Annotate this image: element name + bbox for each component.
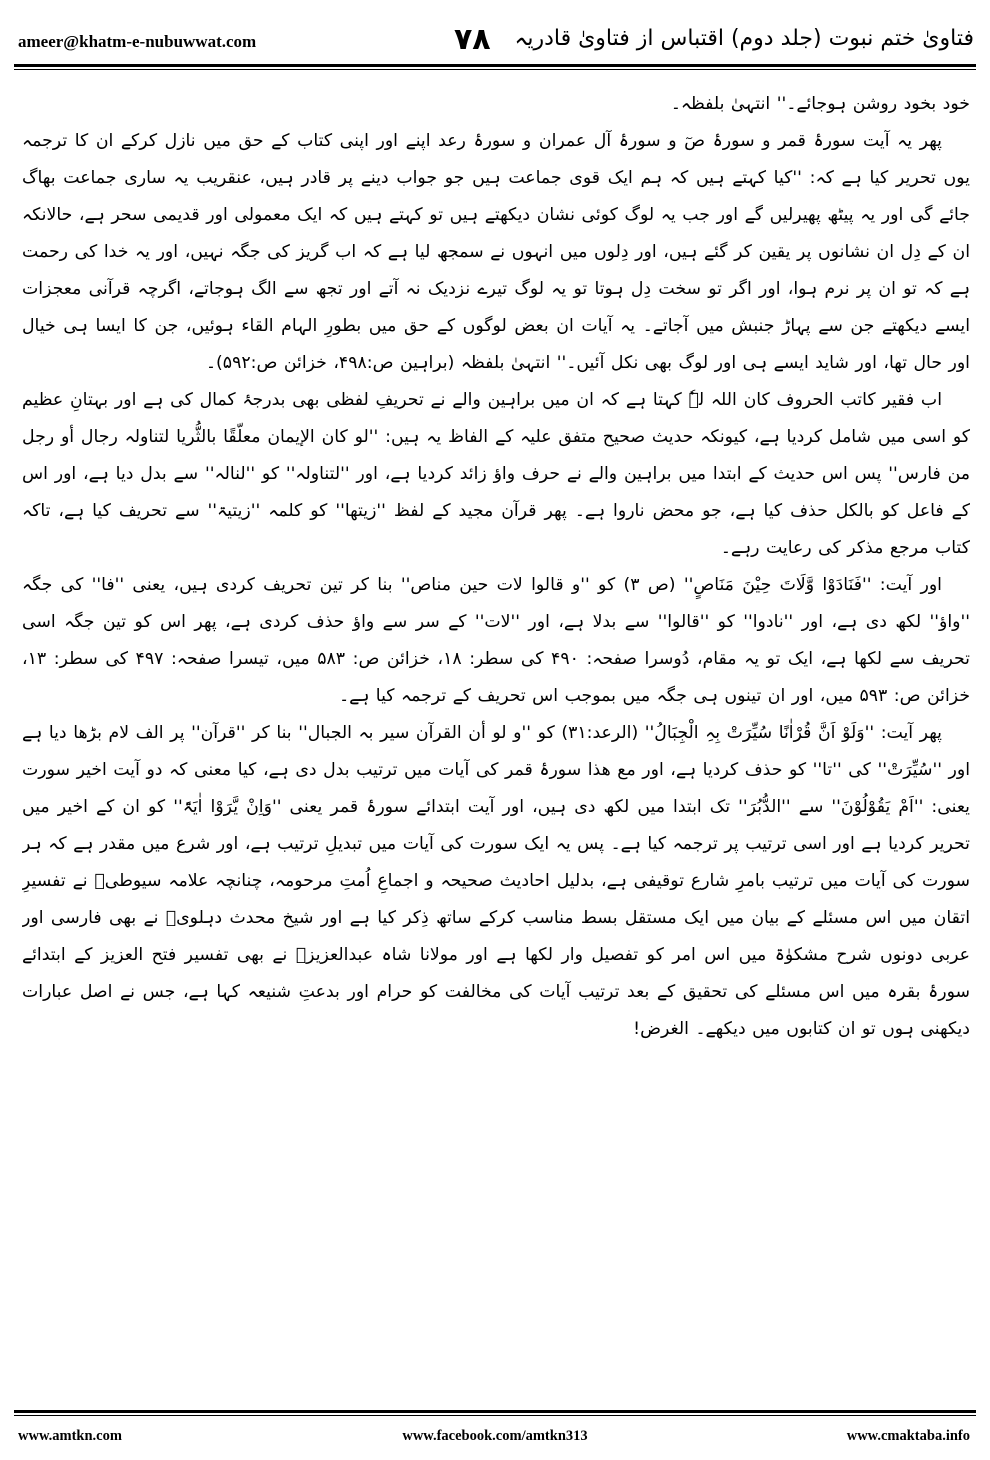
paragraph-4: اور آیت: ''فَنَادَوْا وَّلَاتَ حِیْنَ مَنَاصٍ'' (ص ۳) کو ''و قالوا لات حین مناص'' بنا کر تین تحریف کردی ہیں، یعنی ''فا'' کی جگہ ''واؤ'' لکھ دی ہے، اور ''نادوا'' کو ''قالوا'' سے بدلا ہے، اور ''لات'' کے سر سے واؤ حذف کردی ہے، پھر اس کو تین جگہ اسی تحریف سے لکھا ہے، ایک تو یہ مقام، دُوسرا صفحہ: ۴۹۰ کی سطر: ۱۸، خزائن ص: ۵۸۳ میں، تیسرا صفحہ: ۴۹۷ کی سطر: ۱۳، خزائن ص: ۵۹۳ میں، اور ان تینوں ہی جگہ میں بموجب اس تحریف کے ترجمہ کیا ہے۔ [22, 575, 970, 706]
page-number: ۷۸ [454, 22, 491, 57]
page-body [22, 86, 970, 1398]
header-rule-thin [14, 69, 976, 70]
footer-link-amtkn[interactable]: www.amtkn.com [18, 1428, 122, 1444]
header-rule-thick [14, 64, 976, 67]
footer-link-cmaktaba[interactable]: www.cmaktaba.info [846, 1428, 970, 1444]
book-title: فتاویٰ ختم نبوت (جلد دوم) اقتباس از فتاویٰ قادریہ [514, 26, 974, 51]
paragraph-2: پھر یہ آیت سورۂ قمر و سورۂ صٓ و سورۂ آل عمران و سورۂ رعد اپنے اور اپنی کتاب کے حق میں نازل کرکے ان کا ترجمہ یوں تحریر کیا ہے کہ: ''کیا کہتے ہیں کہ ہم ایک قوی جماعت ہیں جو جواب دینے پر قادر ہیں، عنقریب یہ ساری جماعت بھاگ جائے گی اور یہ پیٹھ پھیرلیں گے اور جب یہ لوگ کوئی نشان دیکھتے ہیں تو کہتے ہیں کہ ایک معمولی اور قدیمی سحر ہے، حالانکہ ان کے دِل ان نشانوں پر یقین کر گئے ہیں، اور دِلوں میں انہوں نے سمجھ لیا ہے کہ اب گریز کی جگہ نہیں، اور یہ خدا کی رحمت ہے کہ تو ان پر نرم ہوا، اور اگر تو سخت دِل ہوتا تو یہ لوگ تیرے نزدیک نہ آتے اور تجھ سے الگ ہوجاتے، اگرچہ قرآنی معجزات ایسے دیکھتے جن سے پہاڑ جنبش میں آجاتے۔ یہ آیات ان بعض لوگوں کے حق میں بطورِ الہام القاء ہوئیں، جن کا ایسا ہی خیال اور حال تھا، اور شاید ایسے ہی اور لوگ بھی نکل آئیں۔'' انتہیٰ بلفظہ (براہین ص:۴۹۸، خزائن ص:۵۹۲)۔ [22, 131, 970, 373]
footer-rule-thick [14, 1410, 976, 1413]
paragraph-5: پھر آیت: ''وَلَوْ اَنَّ قُرْاٰنًا سُیِّرَتْ بِہِ الْجِبَالُ'' (الرعد:۳۱) کو ''و لو أن القرآن سیر بہ الجبال'' بنا کر ''قرآن'' پر الف لام بڑھا دیا ہے اور ''سُیِّرَتْ'' کی ''تا'' کو حذف کردیا ہے، اور مع ھذا سورۂ قمر کی آیات میں ترتیب بدل دی ہے، کیا معنی کہ دو آیت اخیر سورت یعنی: ''اَمْ یَقُوْلُوْنَ'' سے ''الدُّبُرَ'' تک ابتدا میں لکھ دی ہیں، اور آیت ابتدائے سورۂ قمر یعنی ''وَاِنْ یَّرَوْا اٰیَۃً'' کو ان کے اخیر میں تحریر کردیا ہے اور اسی ترتیب پر ترجمہ کیا ہے۔ پس یہ ایک سورت کی آیات میں تبدیلِ ترتیب ہے، اور شرع میں مقدر ہے کہ ہر سورت کی آیات میں ترتیب بامرِ شارع توقیفی ہے، بدلیل احادیث صحیحہ و اجماعِ اُمتِ مرحومہ، چنانچہ علامہ سیوطیؒ نے تفسیرِ اتقان میں اس مسئلے کے بیان میں ایک مستقل بسط مناسب کرکے ساتھ ذِکر کیا ہے اور شیخ محدث دہلویؒ نے بھی فارسی اور عربی دونوں شرح مشکوٰۃ میں اس امر کو تفصیل وار لکھا ہے اور مولانا شاہ عبدالعزیزؒ نے بھی تفسیر فتح العزیز کے ابتدائے سورۂ بقرہ میں اس مسئلے کی تحقیق کے بعد ترتیب آیات کی مخالفت کو حرام اور بدعتِ شنیعہ کہا ہے، جس نے اصل عبارات دیکھنی ہوں تو ان کتابوں میں دیکھے۔ الغرض! [22, 723, 970, 1039]
paragraph-3: اب فقیر کاتب الحروف کان اللہ لہٗ کہتا ہے کہ ان میں براہین والے نے تحریفِ لفظی بھی بدرجۂ کمال کی ہے اور بہتانِ عظیم کو اسی میں شامل کردیا ہے، کیونکہ حدیث صحیح متفق علیہ کے الفاظ یہ ہیں: ''لو کان الإیمان معلّقًا بالثُّریا لتناولہ رجال أو رجل من فارس'' پس اس حدیث کے ابتدا میں براہین والے نے حرف واؤ زائد کردیا ہے، اور ''لتناولہ'' کو ''لنالہ'' سے بدل دیا ہے، اور اس کے فاعل کو بالکل حذف کیا ہے، جو محض ناروا ہے۔ پھر قرآن مجید کے لفظ ''زیتھا'' کو کلمہ ''زیتیۃ'' سے تحریف کیا ہے، تاکہ کتاب مرجع مذکر کی رعایت رہے۔ [22, 390, 970, 558]
footer-link-facebook[interactable]: www.facebook.com/amtkn313 [402, 1428, 588, 1444]
footer-rule-thin [14, 1415, 976, 1416]
page-footer [14, 1428, 976, 1448]
paragraph-1: خود بخود روشن ہوجائے۔'' انتہیٰ بلفظہ۔ [670, 94, 970, 114]
page-header [14, 18, 976, 70]
header-email: ameer@khatm-e-nubuwwat.com [18, 32, 257, 51]
